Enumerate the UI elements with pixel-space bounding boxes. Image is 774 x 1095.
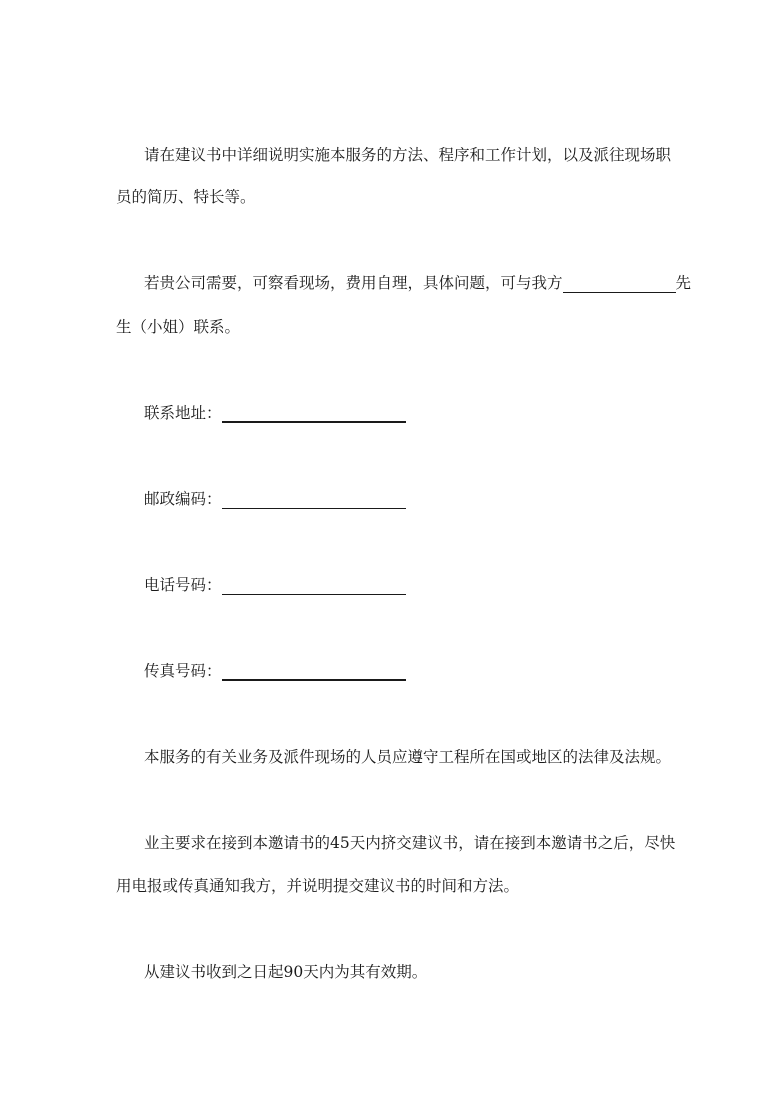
fax-blank[interactable]	[222, 663, 406, 681]
postcode-label: 邮政编码：	[144, 490, 222, 508]
phone-label: 电话号码：	[144, 576, 222, 594]
postcode-blank[interactable]	[222, 492, 406, 509]
fax-label: 传真号码：	[144, 662, 222, 680]
site-visit-line2: 生（小姐）联系。	[116, 318, 241, 336]
phone-field	[144, 575, 689, 595]
site-visit-line1	[144, 273, 692, 293]
fax-field	[144, 661, 689, 681]
compliance-paragraph: 本服务的有关业务及派件现场的人员应遵守工程所在国或地区的法律及法规。	[144, 748, 672, 766]
contact-person-blank[interactable]	[563, 276, 676, 293]
site-visit-text-end: 先	[675, 274, 692, 292]
proposal-instructions-line1: 请在建议书中详细说明实施本服务的方法、程序和工作计划，以及派往现场职	[144, 146, 672, 164]
reply-line2: 用电报或传真通知我方，并说明提交建议书的时间和方法。	[116, 877, 520, 895]
postcode-field	[144, 489, 689, 509]
address-blank[interactable]	[222, 405, 406, 423]
address-field	[144, 403, 689, 423]
phone-blank[interactable]	[222, 578, 406, 595]
site-visit-text: 若贵公司需要，可察看现场，费用自理，具体问题，可与我方	[144, 274, 563, 292]
reply-line1: 业主要求在接到本邀请书的45天内挤交建议书，请在接到本邀请书之后，尽快	[144, 834, 676, 852]
proposal-instructions-line2: 员的简历、特长等。	[116, 188, 256, 206]
address-label: 联系地址：	[144, 404, 222, 422]
validity-paragraph: 从建议书收到之日起90天内为其有效期。	[144, 963, 428, 981]
